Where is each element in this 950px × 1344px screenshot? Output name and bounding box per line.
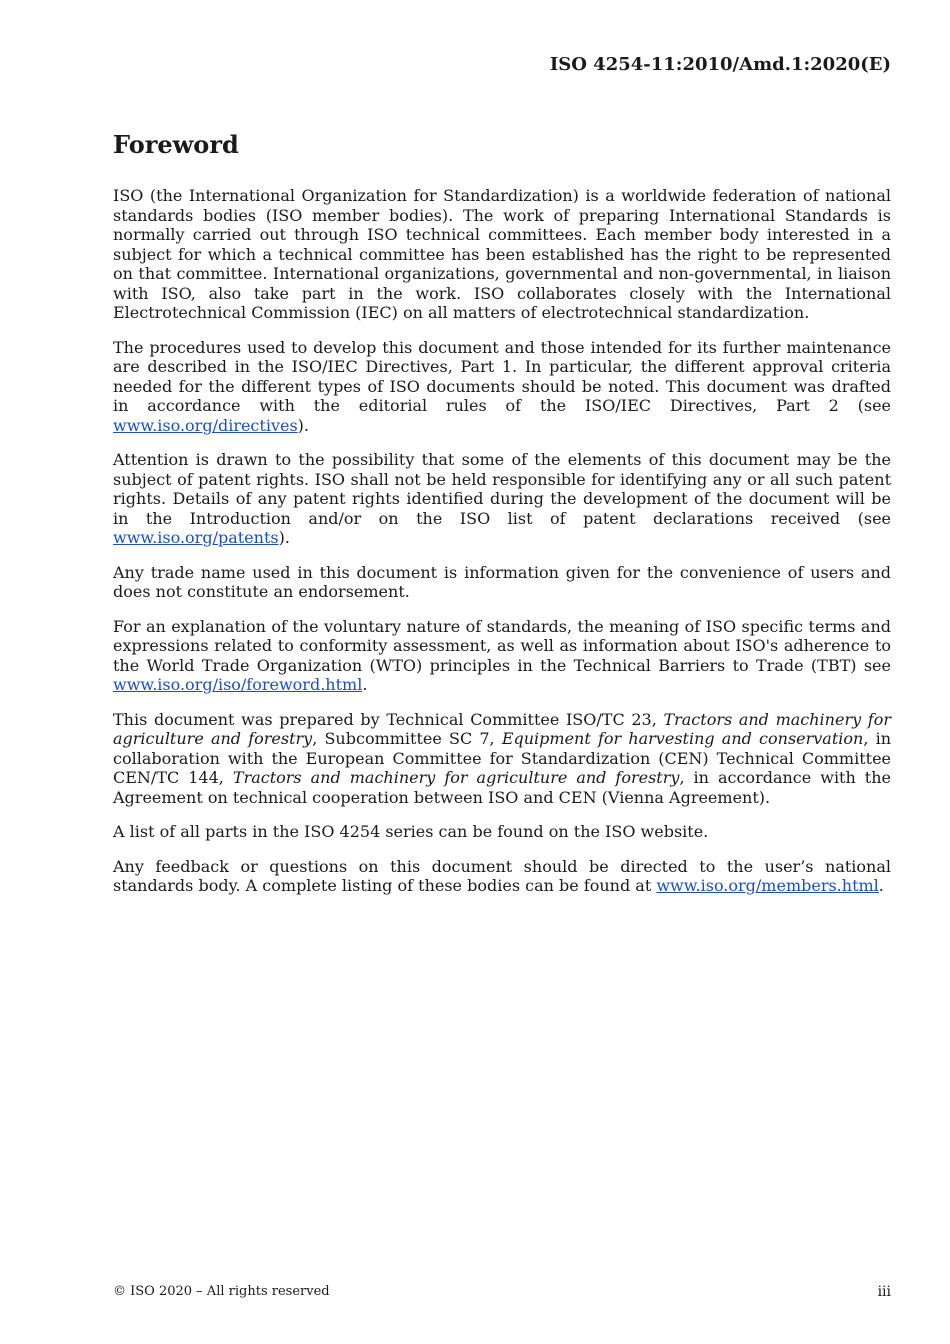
paragraph-text: For an explanation of the voluntary nature of standards, the meaning of ISO specific terms and expressions related to conformity assessment, as well as information about ISO's adherence to the World Trade Organization (WTO) principles in the Technical Barriers to Trade (TBT) see — [113, 616, 891, 675]
paragraph-iso-intro: ISO (the International Organization for Standardization) is a worldwide federation of national standards bodies (ISO member bodies). The work of preparing International Standards is normally carried out through ISO technical committees. Each member body interested in a subject for which a technical committee has been established has the right to be represented on that committee. International organizations, governmental and non-governmental, in liaison with ISO, also take part in the work. ISO collaborates closely with the International Electrotechnical Commission (IEC) on all matters of electrotechnical standardization. — [113, 186, 891, 322]
paragraph-series-list: A list of all parts in the ISO 4254 series can be found on the ISO website. — [113, 822, 709, 841]
paragraph-end: ). — [278, 528, 290, 547]
paragraph-trade-name: Any trade name used in this document is information given for the convenience of users and does not constitute an endorsement. — [113, 562, 891, 601]
foreword-body — [113, 186, 891, 911]
committee-title: Tractors and machinery for agriculture and forestry — [113, 709, 891, 748]
paragraph-text: This document was prepared by Technical Committee ISO/TC 23, — [113, 709, 664, 729]
directives-link[interactable]: www.iso.org/directives — [113, 415, 298, 435]
paragraph-text: , in collaboration with the European Committee for Standardization (CEN) Technical Committee CEN/TC 144, — [113, 729, 892, 787]
page-title: Foreword — [113, 130, 239, 159]
page-footer — [113, 1284, 891, 1299]
paragraph-procedures — [113, 338, 891, 436]
paragraph-text: , in accordance with the Agreement on technical cooperation between ISO and CEN (Vienna Agreement). — [113, 768, 892, 807]
paragraph-voluntary-nature — [113, 617, 891, 695]
foreword-link[interactable]: www.iso.org/iso/foreword.html — [113, 675, 363, 694]
paragraph-text: Attention is drawn to the possibility that some of the elements of this document may be the subject of patent rights. ISO shall not be held responsible for identifying any or all such patent rights. Details of any patent rights identified during the development of the document will be in the Introduction and/or on the ISO list of patent declarations received (see — [113, 450, 891, 528]
document-id: ISO 4254-11:2010/Amd.1:2020(E) — [549, 54, 891, 75]
paragraph-end: . — [878, 876, 884, 895]
members-link[interactable]: www.iso.org/members.html — [656, 876, 879, 895]
paragraph-prepared-by — [113, 710, 891, 808]
copyright-notice: © ISO 2020 – All rights reserved — [113, 1284, 330, 1299]
paragraph-text: , Subcommittee SC 7, — [312, 729, 502, 748]
cen-committee-title: Tractors and machinery for agriculture and forestry — [232, 768, 680, 787]
paragraph-end: . — [362, 675, 368, 694]
subcommittee-title: Equipment for harvesting and conservation — [501, 729, 864, 748]
paragraph-text: The procedures used to develop this document and those intended for its further maintenance are described in the ISO/IEC Directives, Part 1. In particular, the different approval criteria needed for the different types of ISO documents should be noted. This document was drafted in accordance with the editorial rules of the ISO/IEC Directives, Part 2 (see — [113, 337, 891, 415]
paragraph-text: Any feedback or questions on this document should be directed to the user’s national standards body. A complete listing of these bodies can be found at — [113, 856, 891, 895]
paragraph-feedback — [113, 857, 891, 896]
paragraph-patents — [113, 450, 891, 548]
paragraph-end: ). — [297, 415, 309, 435]
page-number: iii — [877, 1284, 891, 1300]
patents-link[interactable]: www.iso.org/patents — [113, 528, 279, 547]
